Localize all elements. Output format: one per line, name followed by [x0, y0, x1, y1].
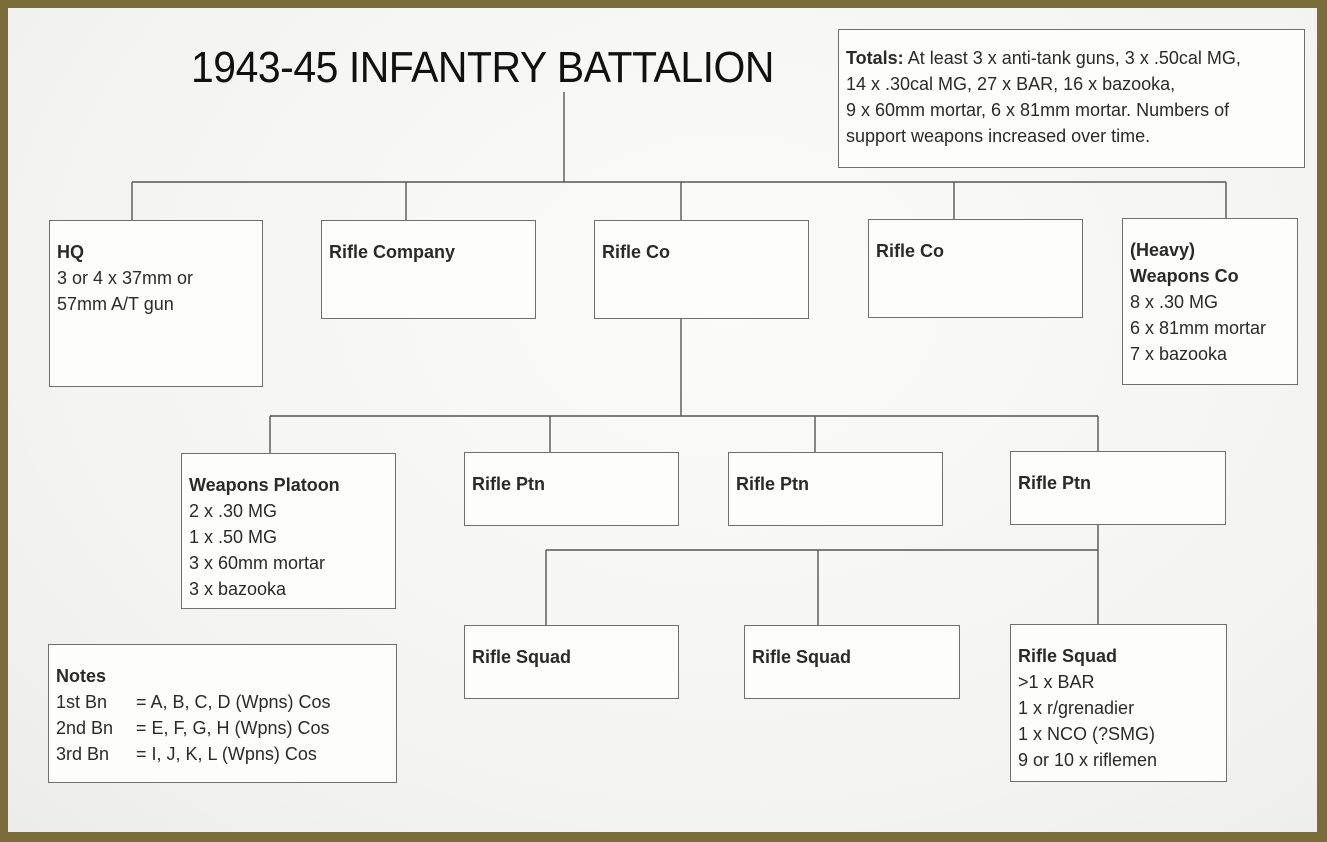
unit-name: Rifle Squad: [472, 647, 572, 667]
totals-line: support weapons increased over time.: [846, 126, 1151, 146]
hq-box: [49, 220, 263, 387]
unit-name: Rifle Ptn: [472, 474, 546, 494]
rifle-squad-box: [464, 625, 679, 699]
unit-name: Rifle Ptn: [1018, 473, 1092, 493]
unit-detail: 1 x r/grenadier: [1018, 698, 1135, 718]
unit-detail: 8 x .30 MG: [1130, 292, 1219, 312]
notes-bn: 1st Bn: [56, 692, 108, 712]
unit-name: Weapons Platoon: [189, 475, 340, 495]
unit-name: HQ: [57, 242, 84, 262]
notes-box: [48, 644, 397, 783]
rifle-squad-box: [744, 625, 960, 699]
unit-detail: 2 x .30 MG: [189, 501, 278, 521]
unit-name: Weapons Co: [1130, 266, 1239, 286]
notes-cos: = I, J, K, L (Wpns) Cos: [136, 744, 317, 764]
unit-detail: 1 x NCO (?SMG): [1018, 724, 1156, 744]
rifle-ptn-box: [1010, 451, 1226, 525]
rifle-co-box: [868, 219, 1083, 318]
notes-row: [56, 741, 389, 767]
unit-name: Rifle Squad: [752, 647, 852, 667]
notes-bn: 2nd Bn: [56, 718, 114, 738]
unit-name: Rifle Co: [876, 241, 945, 261]
unit-detail: 7 x bazooka: [1130, 344, 1228, 364]
unit-detail: 1 x .50 MG: [189, 527, 278, 547]
rifle-ptn-box: [728, 452, 943, 526]
notes-title: Notes: [56, 666, 107, 686]
totals-box: [838, 29, 1305, 168]
totals-line: 14 x .30cal MG, 27 x BAR, 16 x bazooka,: [846, 74, 1176, 94]
unit-detail: 3 x bazooka: [189, 579, 287, 599]
rifle-squad-box: [1010, 624, 1227, 782]
unit-name: Rifle Squad: [1018, 646, 1118, 666]
totals-line: At least 3 x anti-tank guns, 3 x .50cal MG,: [907, 48, 1241, 68]
unit-detail: 9 or 10 x riflemen: [1018, 750, 1158, 770]
notes-cos: = A, B, C, D (Wpns) Cos: [136, 692, 331, 712]
unit-detail: 6 x 81mm mortar: [1130, 318, 1267, 338]
rifle-ptn-box: [464, 452, 679, 526]
unit-name: (Heavy): [1130, 240, 1196, 260]
weapons-platoon-box: [181, 453, 396, 609]
unit-name: Rifle Company: [329, 242, 456, 262]
org-chart-canvas: [8, 8, 1317, 832]
totals-line: 9 x 60mm mortar, 6 x 81mm mortar. Numbers of: [846, 100, 1230, 120]
unit-name: Rifle Ptn: [736, 474, 810, 494]
weapons-co-box: [1122, 218, 1298, 385]
totals-label: Totals:: [846, 48, 904, 68]
page-title: 1943-45 INFANTRY BATTALION: [191, 43, 774, 92]
rifle-company-box: [321, 220, 536, 319]
notes-row: [56, 689, 389, 715]
notes-cos: = E, F, G, H (Wpns) Cos: [136, 718, 330, 738]
unit-detail: 3 x 60mm mortar: [189, 553, 326, 573]
unit-detail: >1 x BAR: [1018, 672, 1095, 692]
unit-detail: 3 or 4 x 37mm or: [57, 268, 194, 288]
notes-row: [56, 715, 389, 741]
notes-bn: 3rd Bn: [56, 744, 110, 764]
unit-name: Rifle Co: [602, 242, 671, 262]
unit-detail: 57mm A/T gun: [57, 294, 174, 314]
rifle-co-box: [594, 220, 809, 319]
